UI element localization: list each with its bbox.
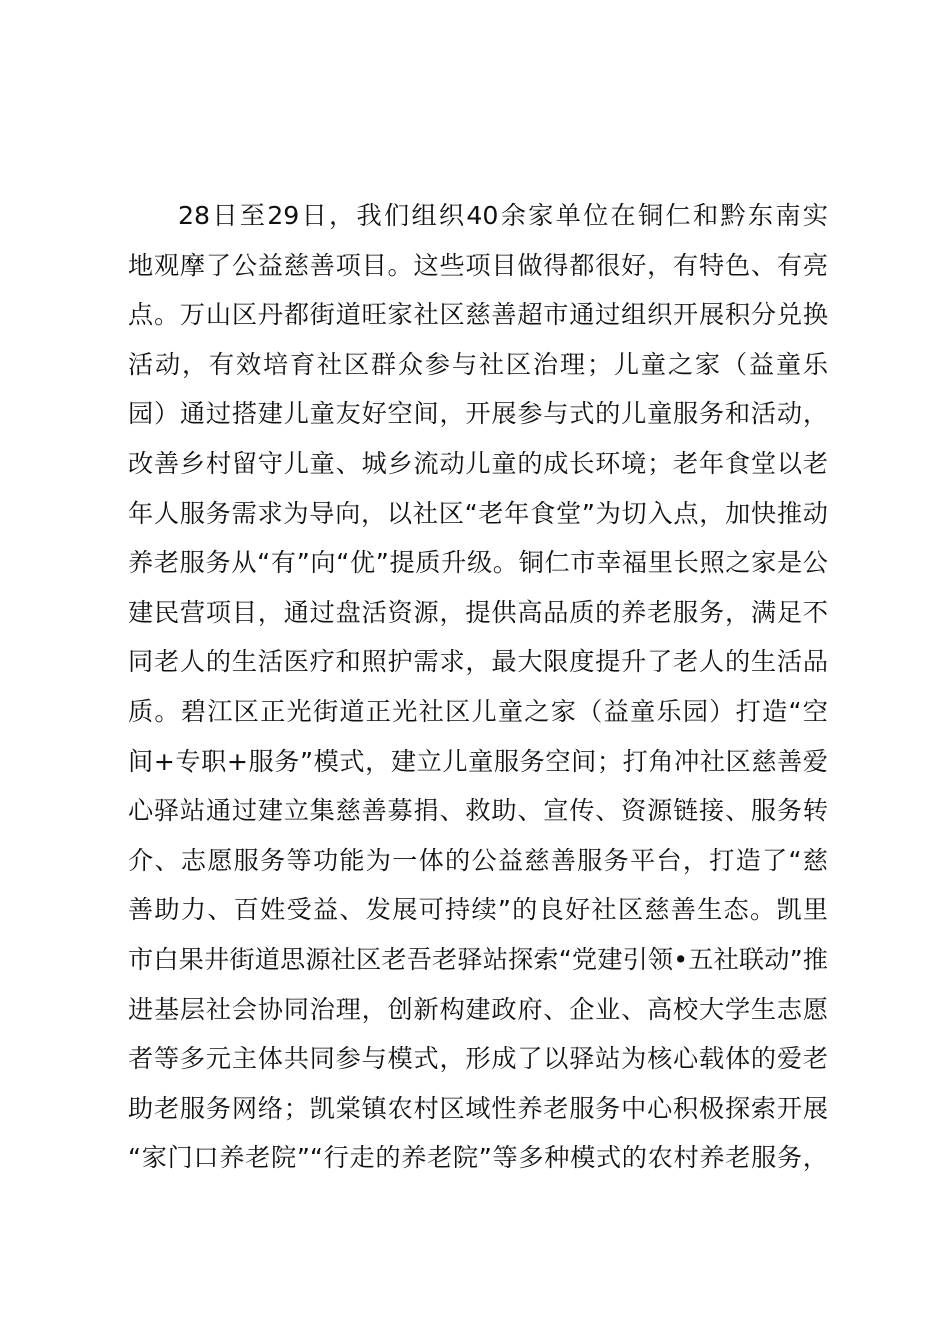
paragraph-line: 善助力、百姓受益、发展可持续”的良好社区慈善生态。凯里 [128,895,828,925]
paragraph-line: 介、志愿服务等功能为一体的公益慈善服务平台，打造了“慈 [128,845,828,875]
paragraph-line: 改善乡村留守儿童、城乡流动儿童的成长环境；老年食堂以老 [128,448,828,478]
paragraph-line: 者等多元主体共同参与模式，形成了以驿站为核心载体的爱老 [128,1044,828,1074]
paragraph-line: 进基层社会协同治理，创新构建政府、企业、高校大学生志愿 [128,994,828,1024]
paragraph-line: 28日至29日，我们组织40余家单位在铜仁和黔东南实 [178,201,828,230]
paragraph-line: 年人服务需求为导向，以社区“老年食堂”为切入点，加快推动 [128,498,828,528]
paragraph-line: 心驿站通过建立集慈善募捐、救助、宣传、资源链接、服务转 [128,796,828,826]
paragraph-line: “家门口养老院”“行走的养老院”等多种模式的农村养老服务， [128,1143,828,1173]
paragraph-line: 养老服务从“有”向“优”提质升级。铜仁市幸福里长照之家是公 [128,548,828,578]
paragraph-line: 点。万山区丹都街道旺家社区慈善超市通过组织开展积分兑换 [128,300,828,330]
paragraph-line: 助老服务网络；凯棠镇农村区域性养老服务中心积极探索开展 [128,1093,828,1123]
paragraph-line: 园）通过搭建儿童友好空间，开展参与式的儿童服务和活动， [128,399,828,429]
paragraph-line: 间+专职+服务”模式，建立儿童服务空间；打角冲社区慈善爱 [128,746,828,776]
paragraph-line: 地观摩了公益慈善项目。这些项目做得都很好，有特色、有亮 [128,250,828,280]
paragraph-line: 活动，有效培育社区群众参与社区治理；儿童之家（益童乐 [128,349,828,379]
body-paragraph [128,191,828,1183]
paragraph-line: 建民营项目，通过盘活资源，提供高品质的养老服务，满足不 [128,597,828,627]
paragraph-line: 同老人的生活医疗和照护需求，最大限度提升了老人的生活品 [128,647,828,677]
paragraph-line: 质。碧江区正光街道正光社区儿童之家（益童乐园）打造“空 [128,696,828,726]
paragraph-line: 市白果井街道思源社区老吾老驿站探索“党建引领•五社联动”推 [128,944,828,974]
